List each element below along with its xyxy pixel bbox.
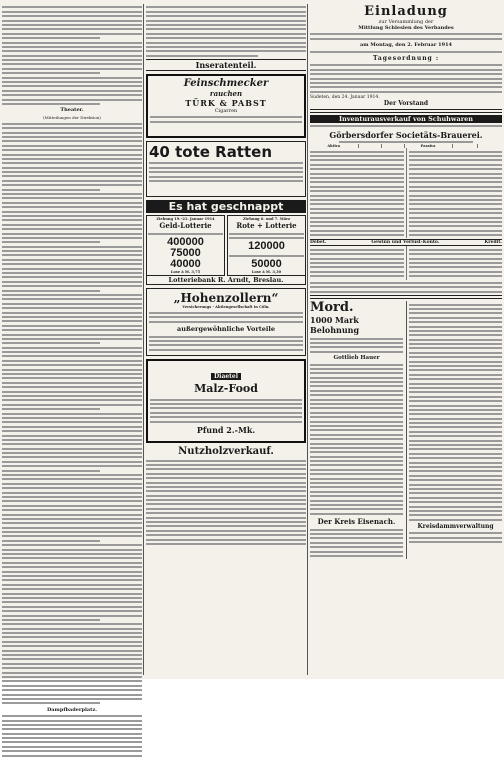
mord-name: Gottlieb Hauer	[333, 355, 380, 362]
column-left	[2, 4, 142, 713]
einladung-date: am Montag, den 2. Februar 1914	[359, 42, 453, 49]
ad-malz-name: Malz-Food	[194, 382, 258, 396]
verlust-title: Gewinn und Verlust-Konto.	[371, 240, 440, 246]
ad-hohenzollern	[146, 288, 306, 356]
lottery-left-prize: 40000	[170, 258, 201, 271]
classifieds	[406, 301, 502, 559]
ad-tuerk-line3: TÜRK & PABST	[185, 98, 267, 109]
einladung-sub: zur Versammlung der	[378, 19, 434, 25]
verlust-kredit: Kredit.	[484, 240, 502, 246]
lower-right	[310, 301, 502, 559]
section-heading: Theater.	[60, 107, 84, 114]
inserate-heading: Inseratenteil.	[146, 59, 306, 71]
ad-tuerk-line2: rauchen	[209, 89, 243, 99]
mord-notice	[310, 301, 403, 559]
ad-tuerk-line4: Cigarren	[214, 108, 238, 115]
kreis-bottom: Kreisdammverwaltung	[417, 523, 494, 531]
einladung-signature: Der Vorstand	[383, 100, 429, 108]
einladung-closing: Sudeten, den 24. Januar 1914.	[310, 95, 380, 101]
text-block	[2, 6, 142, 105]
lottery-left-prize: 400000	[167, 236, 204, 249]
lottery-left-date: Ziehung 19.–21. Januar 1914	[156, 217, 215, 222]
section-subheading: (Mitteilungen der Direktion)	[43, 115, 101, 121]
einladung-notice	[310, 4, 502, 107]
ad-malz	[146, 359, 306, 443]
ad-ratten	[146, 141, 306, 197]
bilanz-table	[310, 144, 502, 239]
einladung-sub: Mittlung Schlesien des Verbandes	[358, 25, 454, 31]
ad-malz-price: Pfund 2.-Mk.	[196, 424, 256, 435]
column-rule	[143, 4, 144, 675]
lottery-right	[227, 215, 306, 276]
inventur-banner: Inventurausverkauf von Schuhwaren	[310, 115, 502, 123]
verlust-debet: Debet.	[310, 240, 327, 246]
einladung-title: Einladung	[364, 4, 448, 19]
ad-malz-brand: Diaetel	[211, 373, 241, 380]
kreis-heading: Der Kreis Eisenach.	[317, 517, 396, 527]
lottery-right-price: Lose à M. 3,30	[251, 270, 282, 275]
brewery-heading: Görbersdorfer Societäts-Brauerei.	[329, 129, 483, 140]
text-block	[146, 6, 306, 56]
nutzholz-heading: Nutzholzverkauf.	[178, 446, 274, 458]
lottery-left-name: Geld-Lotterie	[159, 221, 212, 231]
lottery-left-prize: 75000	[170, 247, 201, 260]
lottery-right-name: Rote + Lotterie	[236, 221, 297, 231]
lottery-left-price: Lose à M. 3,75	[170, 270, 201, 275]
verlust-header	[310, 239, 502, 246]
lottery-footer: Lotteriebank R. Arndt, Breslau.	[146, 276, 306, 285]
verlust-table	[310, 246, 502, 279]
text-block	[2, 123, 142, 705]
column-right	[310, 4, 502, 675]
ad-ratten-banner: Es hat geschnappt	[146, 200, 306, 213]
text-block	[2, 715, 142, 757]
ad-tuerk-pabst	[146, 74, 306, 138]
nutzholz-table	[146, 460, 306, 545]
lottery-left	[146, 215, 225, 276]
ad-hohenzollern-subtitle: Versicherungs - Aktiengesellschaft in Cöln.	[182, 305, 270, 310]
lottery-right-prize: 120000	[248, 240, 285, 253]
mord-title: Mord.	[310, 300, 354, 316]
einladung-agenda-heading: Tagesordnung :	[372, 54, 440, 62]
lottery-right-prize: 50000	[251, 258, 282, 271]
bilanz-passiva-header: Passiva	[404, 144, 452, 148]
bilanz-aktiva-header: Aktiva	[327, 143, 341, 148]
section-heading: Dampfbaderplatz.	[46, 706, 98, 713]
lottery-ad	[146, 215, 306, 276]
column-middle	[146, 4, 306, 675]
column-rule	[307, 4, 308, 675]
mord-reward: 1000 Mark Belohnung	[310, 315, 360, 336]
ad-hohenzollern-title: „Hohenzollern“	[173, 291, 279, 306]
ad-hohenzollern-claim: außergewöhnliche Vorteile	[177, 325, 275, 334]
ad-tuerk-line1: Feinschmecker	[183, 78, 269, 90]
ad-ratten-headline: 40 tote Ratten	[149, 143, 273, 162]
lottery-right-date: Ziehung 6. und 7. März	[242, 217, 291, 222]
